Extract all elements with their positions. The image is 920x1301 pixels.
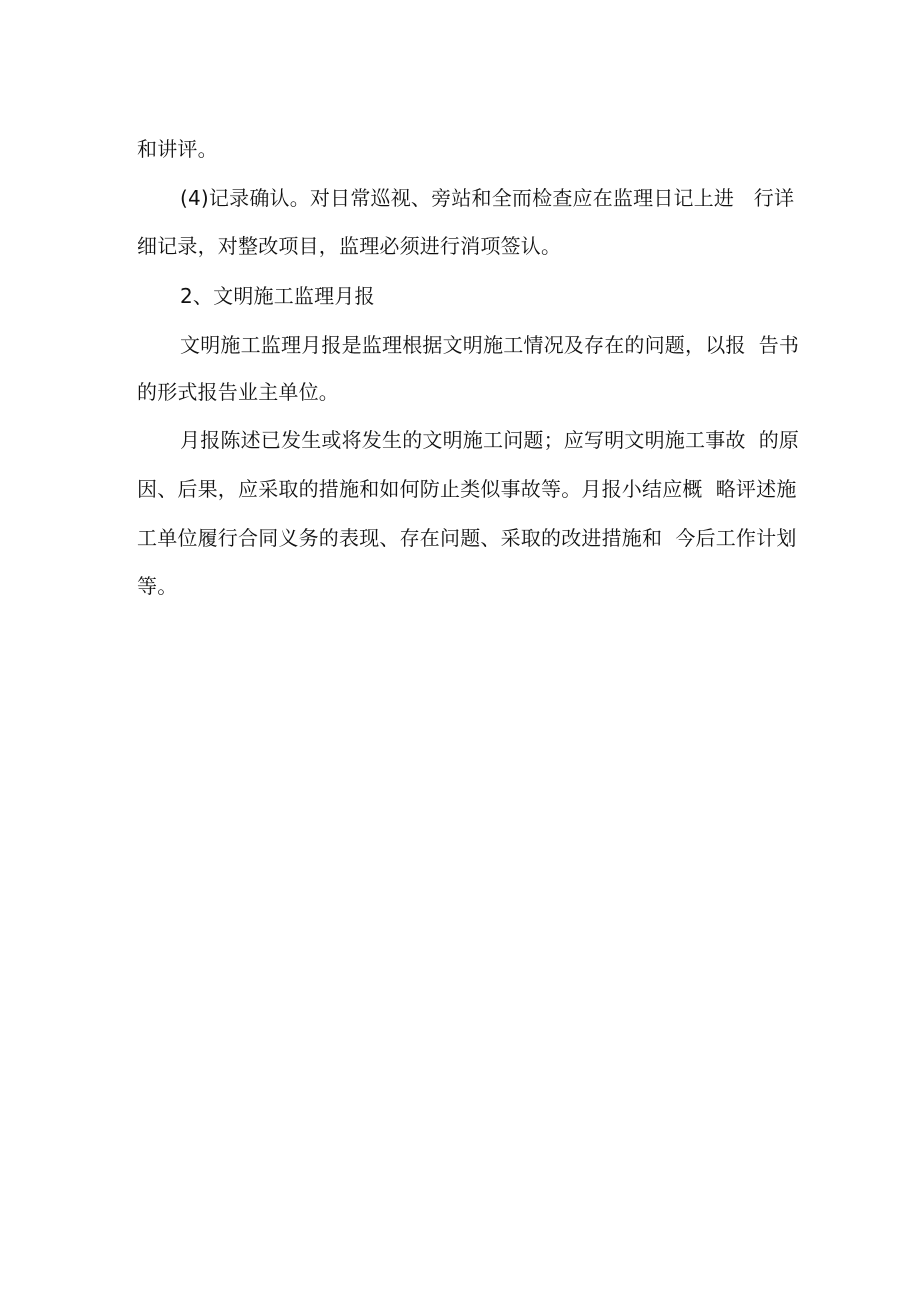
text-line-9: 工单位履行合同义务的表现、存在问题、采取的改进措施和 今后工作计划 (137, 526, 797, 550)
text-line-2: (4)记录确认。对日常巡视、旁站和全而检查应在监理日记上进 行详 (180, 186, 795, 210)
section-heading: 2、文明施工监理月报 (180, 284, 375, 308)
text-line-3: 细记录，对整改项目，监理必须进行消项签认。 (137, 234, 562, 258)
text-line-6: 的形式报告业主单位。 (137, 380, 339, 404)
text-line-1: 和讲评。 (137, 137, 218, 161)
text-line-8: 因、后果，应采取的措施和如何防止类似事故等。月报小结应概 略评述施 (137, 477, 797, 501)
text-line-10: 等。 (137, 574, 178, 598)
text-line-5: 文明施工监理月报是监理根据文明施工情况及存在的问题，以报 告书 (180, 333, 800, 357)
text-line-7: 月报陈述已发生或将发生的文明施工问题；应写明文明施工事故 的原 (180, 428, 800, 452)
